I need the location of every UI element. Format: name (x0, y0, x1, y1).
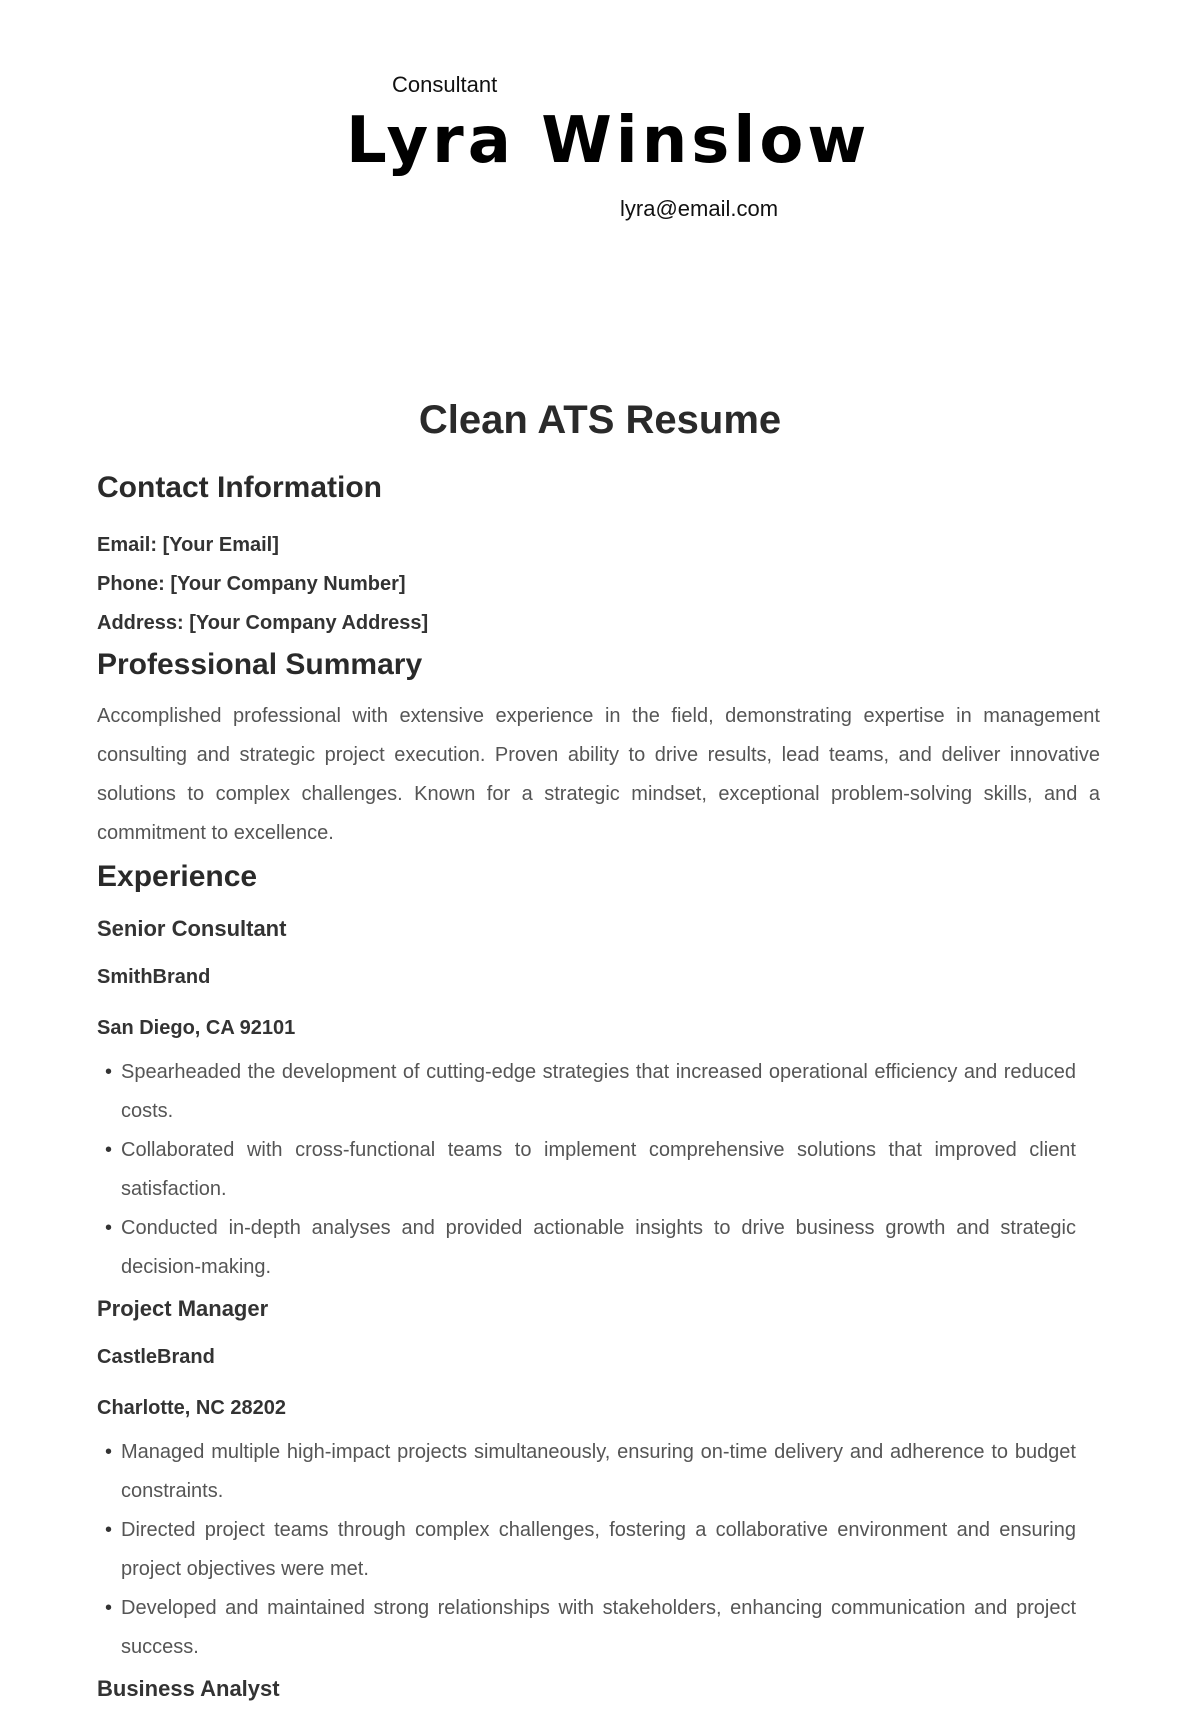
contact-phone: Phone: [Your Company Number] (97, 573, 406, 595)
experience-heading: Experience (97, 860, 258, 893)
contact-email: Email: [Your Email] (97, 534, 279, 556)
header-role: Consultant (392, 72, 498, 97)
summary-text: Accomplished professional with extensive experience in the field, demonstrating expertise in management consulting and strategic project execution. Proven ability to drive results, lead teams, and deliver innovative solutions to complex challenges. Known for a strategic mindset, exceptional problem-solving skills, and a commitment to excellence. (97, 705, 1100, 844)
summary-heading: Professional Summary (97, 648, 423, 681)
job-entry (97, 907, 1100, 1287)
job-entry (97, 1667, 1100, 1711)
job-location: Charlotte, NC 28202 (97, 1397, 286, 1419)
list-item: • Managed multiple high-impact projects simultaneously, ensuring on-time delivery and adherence to budget constraints. (121, 1433, 1076, 1511)
contact-address: Address: [Your Company Address] (97, 612, 429, 634)
job-company: SmithBrand (97, 966, 211, 988)
header-name: Lyra Winslow (346, 104, 871, 178)
resume-body (97, 466, 1100, 1711)
list-item: • Conducted in-depth analyses and provided actionable insights to drive business growth and strategic decision-making. (121, 1209, 1076, 1287)
job-bullets (97, 1053, 1076, 1287)
job-company: CastleBrand (97, 1346, 215, 1368)
document-title: Clean ATS Resume (418, 398, 782, 442)
job-title: Senior Consultant (97, 916, 287, 941)
header-email: lyra@email.com (620, 196, 779, 221)
contact-heading: Contact Information (97, 471, 382, 504)
job-entry (97, 1287, 1100, 1667)
job-title: Project Manager (97, 1296, 269, 1321)
list-item: • Spearheaded the development of cutting-edge strategies that increased operational efficiency and reduced costs. (121, 1053, 1076, 1131)
list-item: • Developed and maintained strong relationships with stakeholders, enhancing communication and project success. (121, 1589, 1076, 1667)
list-item: • Directed project teams through complex challenges, fostering a collaborative environment and ensuring project objectives were met. (121, 1511, 1076, 1589)
job-title: Business Analyst (97, 1676, 280, 1701)
job-bullets (97, 1433, 1076, 1667)
job-location: San Diego, CA 92101 (97, 1017, 296, 1039)
list-item: • Collaborated with cross-functional teams to implement comprehensive solutions that improved client satisfaction. (121, 1131, 1076, 1209)
